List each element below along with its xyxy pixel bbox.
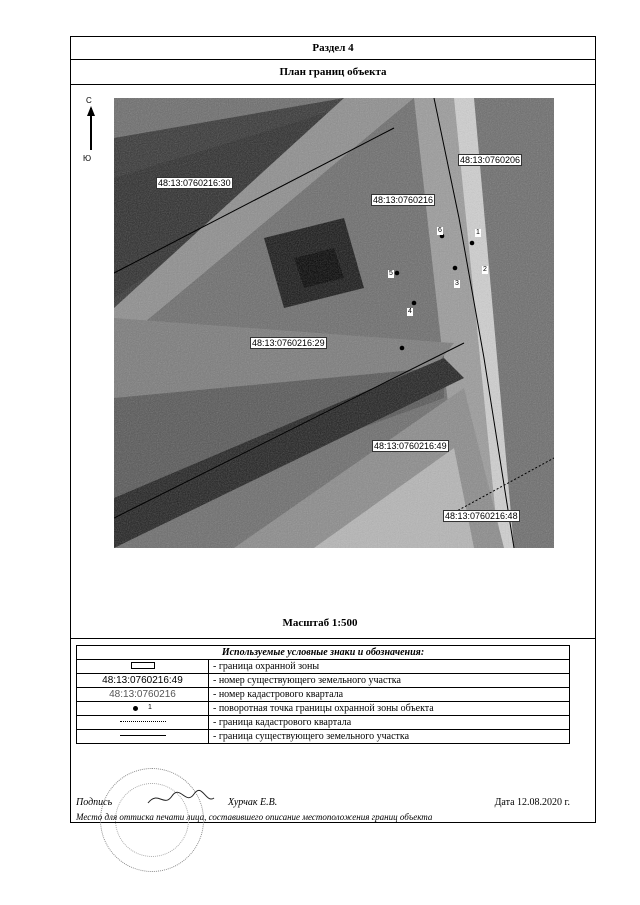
point-label: 5 [389,270,393,277]
legend-row: 1 - поворотная точка границы охранной зоны объекта [77,702,570,716]
point-label: 6 [438,227,442,234]
point-label: 1 [476,229,480,236]
legend-row: 48:13:0760216 - номер кадастрового квартала [77,688,570,702]
parcel-label: 48:13:0760216:29 [252,338,325,348]
signature-date: Дата 12.08.2020 г. [494,797,570,808]
footer-note: Место для оттиска печати лица, составившего описание местоположения границ объекта [76,812,433,822]
signature-row [76,797,570,808]
security-zone-symbol-icon [131,662,155,669]
legend-row: 48:13:0760216:49 - номер существующего земельного участка [77,674,570,688]
north-arrow [82,96,100,166]
handwritten-signature-icon [146,788,216,810]
parcel-boundary-symbol-icon [120,735,166,736]
aerial-map[interactable] [114,98,554,548]
page-title: План границ объекта [279,66,387,78]
legend-row: - граница существующего земельного участка [77,730,570,744]
map-scale: Масштаб 1:500 [282,617,358,629]
quarter-label: 48:13:0760206 [460,155,521,165]
parcel-label: 48:13:0760216:49 [374,441,447,451]
divider [71,59,595,60]
point-label: 4 [408,308,412,315]
legend-header: Используемые условные знаки и обозначения: [77,646,570,660]
south-label: Ю [83,154,92,163]
parcel-label: 48:13:0760216:30 [158,178,231,188]
legend-table [76,645,570,744]
point-label: 3 [455,280,459,287]
signature-label: Подпись [76,797,113,808]
section-title: Раздел 4 [312,42,354,54]
point-label: 2 [483,266,487,273]
legend-row: - граница охранной зоны [77,660,570,674]
divider [71,638,595,639]
divider [71,84,595,85]
turning-point-icon [133,706,138,711]
north-label: С [86,96,92,105]
parcel-label: 48:13:0760216:48 [445,511,518,521]
quarter-boundary-symbol-icon [120,721,166,722]
quarter-label: 48:13:0760216 [373,195,434,205]
signer-name: Хурчак Е.В. [228,797,278,808]
legend-row: - граница кадастрового квартала [77,716,570,730]
